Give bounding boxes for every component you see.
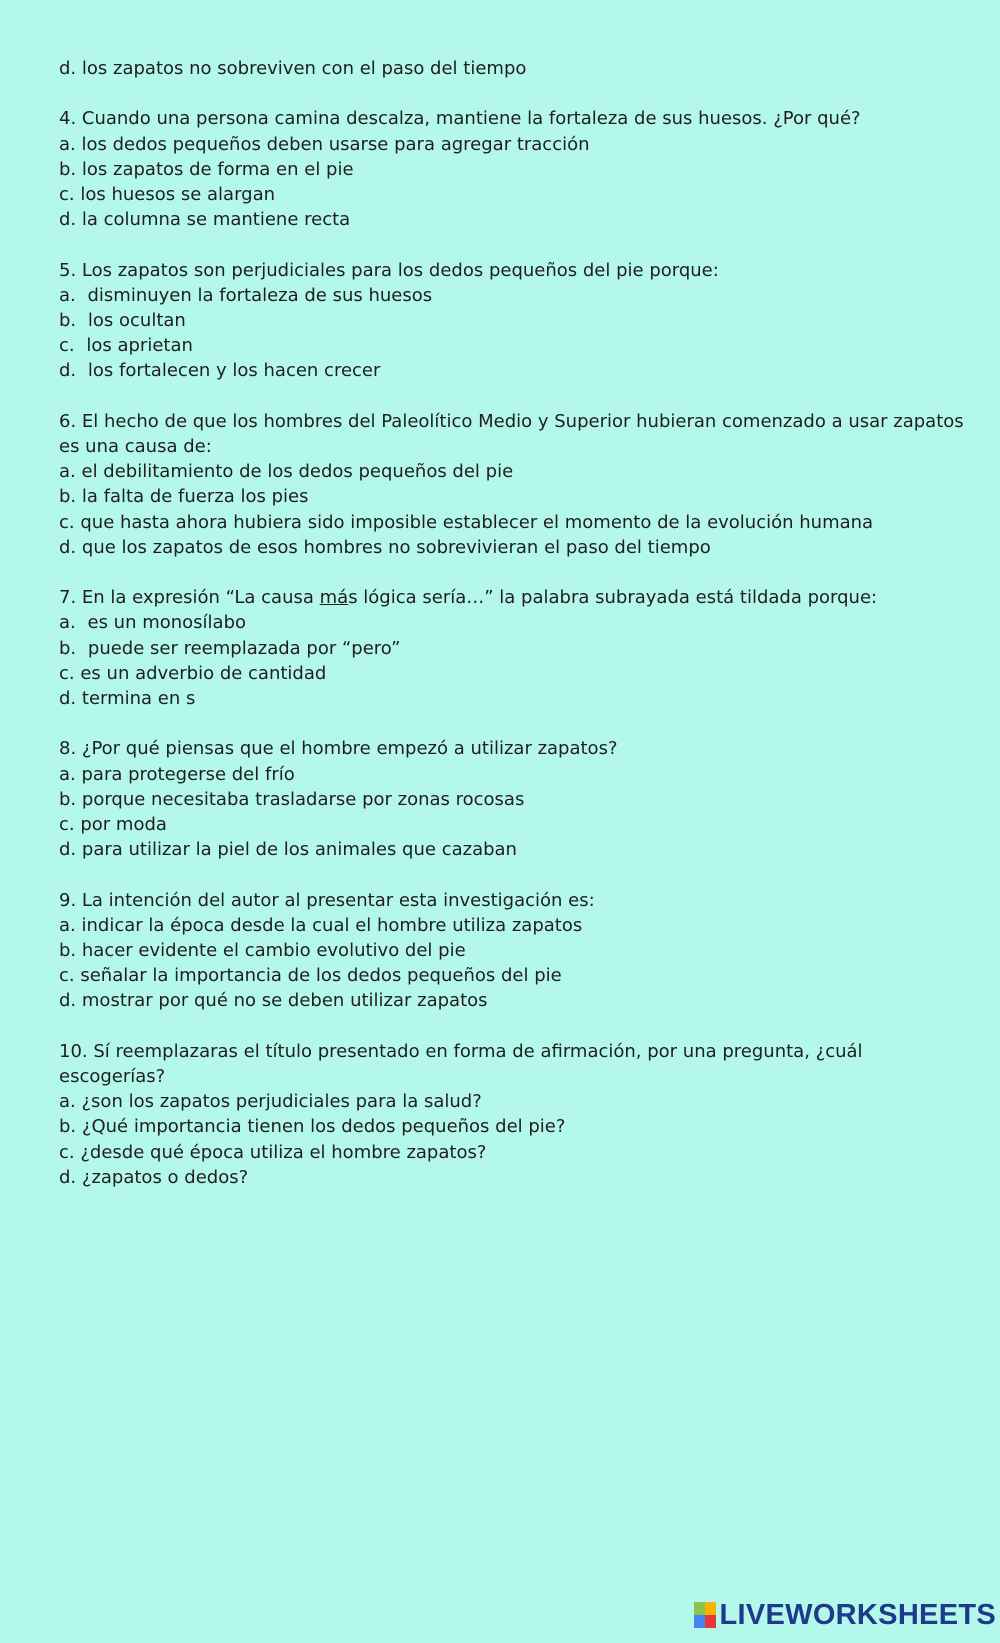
option-letter: d. — [59, 1166, 77, 1188]
answer-option — [59, 510, 969, 535]
question-text: 4. Cuando una persona camina descalza, mantiene la fortaleza de sus huesos. ¿Por qué? — [59, 108, 861, 130]
answer-option — [59, 459, 969, 484]
option-text: ¿zapatos o dedos? — [81, 1166, 249, 1188]
option-text: los huesos se alargan — [80, 184, 276, 205]
logo-mark-icon — [694, 1602, 716, 1628]
option-text: que los zapatos de esos hombres no sobrevivieran el paso del tiempo — [81, 536, 711, 558]
answer-option — [59, 308, 969, 333]
question-6 — [59, 409, 969, 560]
option-letter: d. — [59, 688, 77, 710]
answer-option — [59, 636, 969, 661]
option-letter: c. — [59, 965, 75, 987]
answer-option — [59, 358, 969, 383]
option-letter: d. — [59, 990, 77, 1012]
option-text: los dedos pequeños deben usarse para agregar tracción — [81, 133, 590, 155]
answer-option — [59, 132, 969, 157]
answer-option — [59, 762, 969, 787]
option-letter: a. — [59, 461, 76, 483]
question-text: 10. Sí reemplazaras el título presentado en forma de afirmación, por una pregunta, ¿cuál escogerías? — [59, 1040, 863, 1088]
option-text: termina en s — [81, 688, 196, 710]
option-text: disminuyen la fortaleza de sus huesos — [87, 284, 433, 306]
question-text: 5. Los zapatos son perjudiciales para los dedos pequeños del pie porque: — [59, 259, 719, 281]
question-text: 8. ¿Por qué piensas que el hombre empezó a utilizar zapatos? — [59, 738, 618, 760]
option-text: señalar la importancia de los dedos pequeños del pie — [80, 965, 562, 987]
answer-option — [59, 182, 969, 207]
option-letter: b. — [59, 158, 77, 180]
question-10 — [59, 1039, 969, 1190]
logo-mark-square — [694, 1615, 705, 1628]
liveworksheets-logo[interactable] — [694, 1599, 997, 1631]
option-text: hacer evidente el cambio evolutivo del pie — [81, 940, 466, 962]
answer-option — [59, 484, 969, 509]
option-text: los zapatos no sobreviven con el paso del tiempo — [81, 58, 527, 79]
option-letter: d. — [59, 58, 77, 79]
question-text: 9. La intención del autor al presentar esta investigación es: — [59, 889, 595, 911]
logo-mark-square — [705, 1615, 716, 1628]
option-text: la columna se mantiene recta — [81, 209, 351, 231]
worksheet-content — [59, 56, 969, 1215]
option-text: el debilitamiento de los dedos pequeños del pie — [81, 461, 514, 483]
answer-option — [59, 1165, 969, 1190]
option-letter: c. — [59, 335, 75, 357]
option-letter: a. — [59, 133, 76, 155]
question-text — [59, 585, 969, 610]
option-letter: b. — [59, 486, 77, 508]
logo-mark-square — [694, 1602, 705, 1615]
option-letter: c. — [59, 814, 75, 836]
logo-mark-square — [705, 1602, 716, 1615]
option-letter: b. — [59, 788, 77, 810]
option-letter: d. — [59, 536, 77, 558]
underlined-word: má — [319, 587, 349, 609]
option-text: por moda — [80, 814, 167, 836]
logo-text: LIVEWORKSHEETS — [719, 1598, 996, 1631]
option-letter: a. — [59, 612, 76, 634]
answer-option — [59, 787, 969, 812]
option-letter: a. — [59, 1091, 76, 1113]
answer-option — [59, 207, 969, 232]
option-text: la falta de fuerza los pies — [81, 486, 309, 508]
option-text: los zapatos de forma en el pie — [81, 158, 354, 180]
answer-option — [59, 938, 969, 963]
option-text: puede ser reemplazada por “pero” — [87, 637, 401, 659]
option-letter: b. — [59, 1116, 77, 1138]
answer-option — [59, 812, 969, 837]
answer-option — [59, 1089, 969, 1114]
option-letter: c. — [59, 184, 75, 205]
answer-option — [59, 988, 969, 1013]
option-text: para protegerse del frío — [81, 763, 295, 785]
answer-option — [59, 686, 969, 711]
option-letter: c. — [59, 662, 75, 684]
option-text: los aprietan — [86, 335, 193, 357]
answer-option — [59, 535, 969, 560]
option-letter: b. — [59, 637, 77, 659]
answer-option — [59, 913, 969, 938]
question-8 — [59, 736, 969, 862]
answer-option — [59, 1140, 969, 1165]
question-4 — [59, 106, 969, 232]
option-text: indicar la época desde la cual el hombre utiliza zapatos — [81, 914, 583, 936]
option-text: mostrar por qué no se deben utilizar zapatos — [81, 990, 488, 1012]
option-text: para utilizar la piel de los animales que cazaban — [81, 839, 517, 861]
question-7 — [59, 585, 969, 711]
option-text: que hasta ahora hubiera sido imposible establecer el momento de la evolución humana — [80, 511, 874, 533]
option-letter: d. — [59, 209, 77, 231]
option-text: porque necesitaba trasladarse por zonas rocosas — [81, 788, 525, 810]
option-text: ¿son los zapatos perjudiciales para la salud? — [81, 1091, 482, 1113]
question-3-continuation — [59, 56, 969, 81]
question-text-start: 7. En la expresión “La causa — [59, 587, 320, 609]
question-text: 6. El hecho de que los hombres del Paleolítico Medio y Superior hubieran comenzado a usar zapatos es una causa de: — [59, 410, 964, 457]
option-text: es un adverbio de cantidad — [80, 662, 327, 684]
option-text: ¿Qué importancia tienen los dedos pequeños del pie? — [81, 1116, 566, 1138]
option-text: los ocultan — [87, 310, 186, 331]
question-5 — [59, 258, 969, 384]
option-letter: b. — [59, 310, 77, 331]
answer-option — [59, 333, 969, 358]
option-letter: a. — [59, 763, 76, 785]
answer-option — [59, 661, 969, 686]
answer-option — [59, 1114, 969, 1139]
answer-option — [59, 56, 969, 81]
answer-option — [59, 283, 969, 308]
answer-option — [59, 610, 969, 635]
option-letter: a. — [59, 284, 76, 306]
option-letter: c. — [59, 1141, 75, 1163]
option-letter: d. — [59, 839, 77, 861]
option-text: ¿desde qué época utiliza el hombre zapatos? — [80, 1141, 487, 1163]
option-text: es un monosílabo — [87, 612, 247, 634]
option-letter: a. — [59, 914, 76, 936]
option-letter: c. — [59, 511, 75, 533]
option-letter: b. — [59, 940, 77, 962]
answer-option — [59, 963, 969, 988]
option-text: los fortalecen y los hacen crecer — [87, 360, 381, 382]
answer-option — [59, 157, 969, 182]
option-letter: d. — [59, 360, 77, 382]
question-9 — [59, 888, 969, 1014]
question-text-end: s lógica sería…” la palabra subrayada está tildada porque: — [348, 587, 878, 609]
answer-option — [59, 837, 969, 862]
